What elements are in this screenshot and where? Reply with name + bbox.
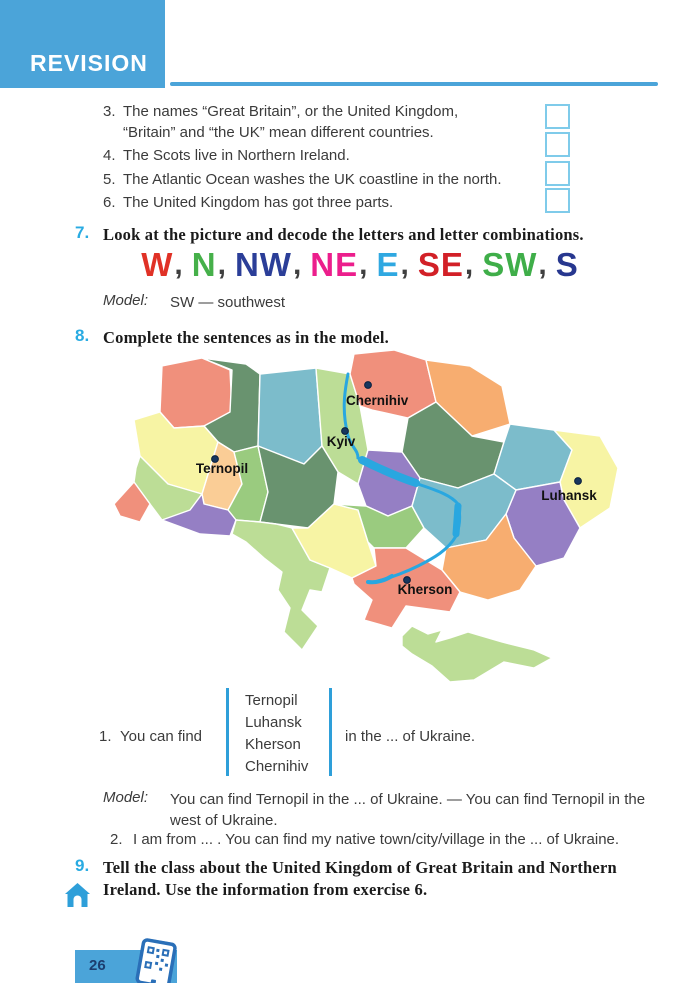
answer-checkbox-6[interactable] xyxy=(545,188,570,213)
revision-banner xyxy=(0,0,165,88)
exercise-7-number: 7. xyxy=(75,223,90,242)
compass-letter: NW xyxy=(234,246,292,283)
model-text: SW — southwest xyxy=(170,294,286,311)
model-line: You can find Ternopil in the ... of Ukraine. — You can find Ternopil in the xyxy=(170,791,646,808)
statement-number: 4. xyxy=(103,147,116,164)
comma: , xyxy=(292,248,302,281)
answer-checkbox-3[interactable] xyxy=(545,104,570,129)
statement-text: The United Kingdom has got three parts. xyxy=(123,194,394,211)
compass-letter: S xyxy=(555,246,579,283)
ukraine-map xyxy=(106,350,666,688)
header-rule xyxy=(170,82,658,86)
model-label: Model: xyxy=(103,292,149,309)
exercise-9-instruction xyxy=(103,857,617,901)
task2-number: 2. xyxy=(110,831,123,848)
city-label-kyiv: Kyiv xyxy=(326,434,356,449)
statement-text: The Scots live in Northern Ireland. xyxy=(123,147,350,164)
option-divider-right xyxy=(329,688,332,776)
exercise-7-instruction: Look at the picture and decode the letters and letter combinations. xyxy=(103,225,584,244)
compass-letter: E xyxy=(376,246,400,283)
home-icon xyxy=(64,882,91,909)
task1-lead: You can find xyxy=(120,728,203,745)
exercise-9-number: 9. xyxy=(75,856,90,875)
compass-letter: SE xyxy=(417,246,464,283)
task1-tail: in the ... of Ukraine. xyxy=(345,728,476,745)
comma: , xyxy=(538,248,547,281)
exercise-9-line: Tell the class about the United Kingdom of Great Britain and Northern xyxy=(103,858,617,877)
comma: , xyxy=(464,248,474,281)
statement-number: 6. xyxy=(103,194,116,211)
model-line: west of Ukraine. xyxy=(170,812,278,829)
statement-text: The names “Great Britain”, or the United Kingdom, “Britain” and “the UK” mean different countries. xyxy=(123,103,459,141)
option-city: Ternopil xyxy=(245,692,298,709)
option-city: Luhansk xyxy=(245,714,302,731)
statement-text: The Atlantic Ocean washes the UK coastline in the north. xyxy=(123,171,502,188)
comma: , xyxy=(174,248,183,281)
model-label: Model: xyxy=(103,789,149,806)
task2-text: I am from ... . You can find my native town/city/village in the ... of Ukraine. xyxy=(133,831,620,848)
compass-letters-row xyxy=(110,246,610,284)
city-dot-luhansk xyxy=(575,478,582,485)
comma: , xyxy=(359,248,368,281)
statement-number: 5. xyxy=(103,171,116,188)
compass-letter: N xyxy=(191,246,217,283)
map-region xyxy=(402,626,552,682)
task1-number: 1. xyxy=(99,728,112,745)
option-city: Kherson xyxy=(245,736,301,753)
exercise-8-instruction: Complete the sentences as in the model. xyxy=(103,328,389,347)
city-label-luhansk: Luhansk xyxy=(541,488,597,503)
option-city: Chernihiv xyxy=(245,758,309,775)
answer-checkbox-5[interactable] xyxy=(545,161,570,186)
compass-letter: NE xyxy=(310,246,359,283)
exercise-8-number: 8. xyxy=(75,326,90,345)
city-label-kherson: Kherson xyxy=(397,582,453,597)
comma: , xyxy=(217,248,226,281)
compass-letter: W xyxy=(141,246,174,283)
page-title: REVISION xyxy=(30,50,148,76)
statement-number: 3. xyxy=(103,103,116,120)
exercise-9-line: Ireland. Use the information from exercise 6. xyxy=(103,880,428,899)
comma: , xyxy=(400,248,409,281)
compass-letter: SW xyxy=(482,246,538,283)
river-reservoir xyxy=(456,506,458,534)
page-number: 26 xyxy=(89,957,106,974)
answer-checkbox-4[interactable] xyxy=(545,132,570,157)
city-label-ternopil: Ternopil xyxy=(195,461,249,476)
city-label-chernihiv: Chernihiv xyxy=(346,393,409,408)
option-divider-left xyxy=(226,688,229,776)
city-dot-chernihiv xyxy=(365,382,372,389)
qr-code-icon xyxy=(134,937,180,983)
